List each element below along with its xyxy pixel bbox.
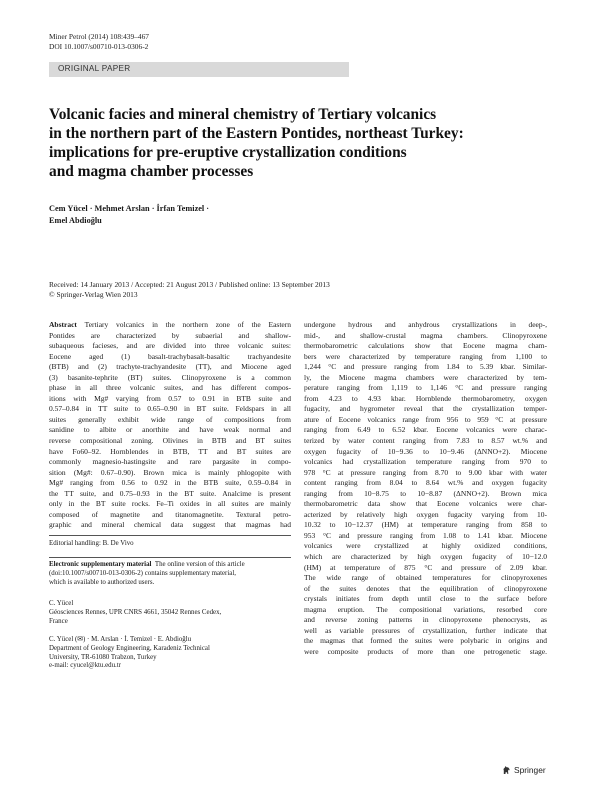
title-line: and magma chamber processes: [49, 163, 254, 180]
email-link[interactable]: e-mail: cyucel@ktu.edu.tr: [49, 662, 121, 670]
abstract-line: thermobarometric data show that Eocene volcanics were char-: [304, 499, 547, 509]
abstract-right-column: [304, 320, 547, 658]
abstract-left-column: [49, 320, 291, 531]
abstract-line: bers were characterized by temperature ranging from 1,100 to: [304, 351, 547, 361]
abstract-line: mid-, and shallow-crustal magma chambers. Clinopyroxene: [304, 330, 547, 340]
authors-line: Emel Abdioğlu: [49, 216, 102, 225]
abstract-line: 978 °C at pressure ranging from 8.70 to 9.00 kbar with water: [304, 467, 547, 477]
article-type-banner: [49, 62, 349, 77]
abstract-line: acterized by relatively high oxygen fugacity varying from 10-: [304, 509, 547, 519]
abstract-line: and reverse zoning patterns in clinopyroxene phenocrysts, as: [304, 615, 547, 625]
affiliation-line: C. Yücel: [49, 600, 74, 607]
title-line: implications for pre-eruptive crystallization conditions: [49, 144, 407, 161]
abstract-line: ly, the Miocene magma chambers were characterized by tem-: [304, 372, 547, 382]
abstract-line: commonly magnesio-hastingsite and rare pargasite in compo-: [49, 457, 291, 467]
copyright-line: © Springer-Verlag Wien 2013: [49, 289, 138, 299]
abstract-line: undergone hydrous and anhydrous crystallizations in deep-,: [304, 320, 547, 329]
paper-title: [49, 105, 549, 181]
abstract-line: well as variable pressures of crystallization, further indicate that: [304, 625, 547, 635]
title-line: Volcanic facies and mineral chemistry of Tertiary volcanics: [49, 106, 437, 123]
esm-line: The online version of this article: [154, 561, 245, 568]
abstract-line: suites generally exhibit wide range of compositions from: [49, 414, 291, 424]
affiliation-line: C. Yücel (✉) · M. Arslan · İ. Temizel · E. Abdioğlu: [49, 636, 192, 643]
abstract-line: magma eruption. The compositional variations, resorbed core: [304, 604, 547, 614]
abstract-line: crystals initiates from depth until close to the surface before: [304, 594, 547, 604]
abstract-line: Pontides are characterized by subaerial and shallow-: [49, 330, 291, 340]
abstract-line: subaqueous facieses, and are divided into three volcanic suites:: [49, 341, 291, 351]
journal-info: [49, 32, 149, 52]
esm-note: [49, 561, 291, 587]
abstract-line: phase in all three volcanic suites, and has different compos-: [49, 383, 291, 393]
abstract-line: reverse compositional zoning. Olivines in BTB and BT suites: [49, 436, 291, 446]
publication-dates: [49, 280, 330, 299]
springer-logo: [502, 765, 546, 775]
abstract-line: oxygen fugacity of 10−9.36 to 10−9.46 (ΔNNO+2). Miocene: [304, 446, 547, 456]
authors-line: Cem Yücel · Mehmet Arslan · İrfan Temizel ·: [49, 204, 210, 213]
abstract-line: volcanics were crystallized at highly oxidized conditions,: [304, 541, 547, 551]
journal-citation: Miner Petrol (2014) 108:439–467: [49, 32, 149, 41]
affiliation-line: France: [49, 617, 68, 625]
abstract-line: (3) basanite-tephrite (BT) suites. Clinopyroxene is a common: [49, 372, 291, 382]
abstract-line: content ranging from 8.04 to 8.64 wt.% and oxygen fugacity: [304, 478, 547, 488]
abstract-line: graphic and mineral chemical data suggest that magmas had: [49, 520, 291, 530]
abstract-line: perature ranging from 1,119 to 1,146 °C and pressure ranging: [304, 383, 547, 393]
abstract-line: ature of Eocene volcanics range from 956 to 959 °C at pressure: [304, 414, 547, 424]
esm-line[interactable]: (doi:10.1007/s00710-013-0306-2) contains supplementary material,: [49, 569, 236, 577]
abstract-line: [49, 320, 291, 331]
abstract-line: were composite products of more than one petrogenetic stage.: [304, 646, 547, 656]
article-type-label: ORIGINAL PAPER: [58, 64, 131, 73]
footnote-divider: [49, 535, 291, 536]
abstract-line: composed of magnetite and titanomagnetite. Textural petro-: [49, 509, 291, 519]
received-dates: Received: 14 January 2013 / Accepted: 21 August 2013 / Published online: 13 September 2013: [49, 280, 330, 289]
journal-doi: DOI 10.1007/s00710-013-0306-2: [49, 42, 149, 51]
abstract-line: the magmas that formed the suites were polybaric in origins and: [304, 636, 547, 646]
abstract-line: fugacity, and hygrometer reveal that the crystallization temper-: [304, 404, 547, 414]
affiliation-line: University, TR-61080 Trabzon, Turkey: [49, 653, 157, 661]
abstract-line: which are characterized by high oxygen fugacity of 10−12.0: [304, 552, 547, 562]
abstract-line: of the suites denotes that the equilibration of clinopyroxene: [304, 583, 547, 593]
editorial-handling: Editorial handling: B. De Vivo: [49, 540, 134, 547]
esm-label: Electronic supplementary material: [49, 561, 152, 568]
abstract-line: (BTB) and (2) trachyte-trachyandesite (TT), and Miocene aged: [49, 362, 291, 372]
abstract-line: only in the BT suite rocks. Fe–Ti oxides in all suites are mainly: [49, 499, 291, 509]
springer-horse-icon: [502, 765, 511, 775]
publisher-name: Springer: [514, 765, 546, 775]
abstract-line: terized by water content ranging from 7.83 to 8.57 wt.% and: [304, 436, 547, 446]
abstract-line: ranging from 10−8.75 to 10−8.87 (ΔNNO+2). Brown mica: [304, 488, 547, 498]
abstract-line: 1,244 °C and pressure ranging from 1.84 to 5.39 kbar. Similar-: [304, 362, 547, 372]
author-list: [49, 203, 209, 227]
abstract-line: 953 °C and pressure ranging from 1.08 to 1.41 kbar. Miocene: [304, 530, 547, 540]
abstract-line: from 4.23 to 4.93 kbar. Hornblende thermobarometry, oxygen: [304, 393, 547, 403]
abstract-line: have Fo60–92. Hornblendes in BTB, TT and BT suites are: [49, 446, 291, 456]
abstract-line: sanidine to albite or anorthite and have weak normal and: [49, 425, 291, 435]
affiliation-line: Department of Geology Engineering, Karadeniz Technical: [49, 644, 210, 652]
abstract-line: 0.57–0.84 in TT suite to 0.65–0.90 in BT suite. Feldspars in all: [49, 404, 291, 414]
abstract-line: 10.32 to 10−12.37 (HM) at temperature ranging from 858 to: [304, 520, 547, 530]
abstract-line: itions with Mg# varying from 0.57 to 0.91 in BTB suite and: [49, 393, 291, 403]
footnote-divider: [49, 557, 291, 558]
abstract-line: volcanics had crystallization temperature ranging from 970 to: [304, 457, 547, 467]
abstract-label: Abstract: [49, 320, 85, 329]
affiliation-2: [49, 636, 291, 671]
abstract-line: The wide range of obtained temperatures for clinopyroxenes: [304, 573, 547, 583]
abstract-line: Mg# ranging from 0.56 to 0.92 in the BTB suite, 0.59–0.84 in: [49, 478, 291, 488]
abstract-text: Tertiary volcanics in the northern zone of the Eastern: [84, 320, 291, 329]
abstract-line: the TT suite, and 0.75–0.93 in the BT suite. Analcime is present: [49, 488, 291, 498]
abstract-line: thermobarometric calculations show that Eocene magma cham-: [304, 341, 547, 351]
title-line: in the northern part of the Eastern Pontides, northeast Turkey:: [49, 125, 464, 142]
affiliation-1: [49, 600, 291, 626]
abstract-line: Eocene aged (1) basalt-trachybasalt-basaltic trachyandesite: [49, 351, 291, 361]
abstract-line: sition (Mg#: 0.67–0.90). Brown mica is mainly phlogopite with: [49, 467, 291, 477]
affiliation-line: Géosciences Rennes, UPR CNRS 4661, 35042 Rennes Cedex,: [49, 608, 222, 616]
abstract-line: (HM) at temperature of 875 °C and pressure of 2.09 kbar.: [304, 562, 547, 572]
abstract-line: ranging from 6.49 to 6.52 kbar. Eocene volcanics were charac-: [304, 425, 547, 435]
esm-line: which is available to authorized users.: [49, 578, 155, 586]
